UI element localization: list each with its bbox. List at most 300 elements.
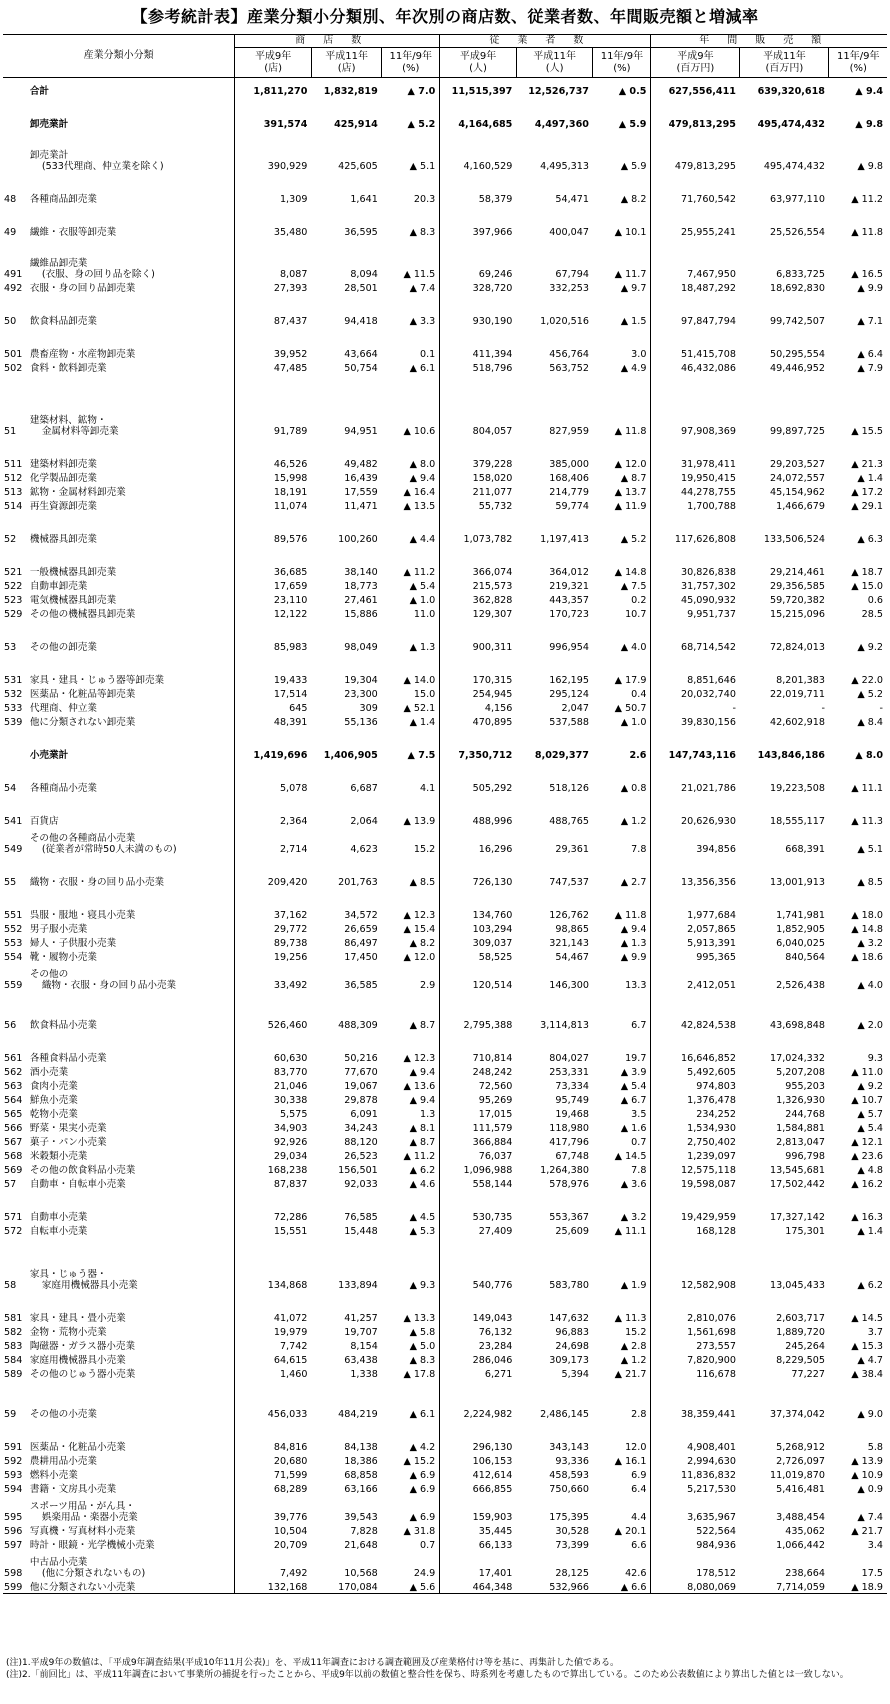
cell-value: 1,419,696	[235, 729, 312, 762]
cell-value: ▲ 1.2	[620, 816, 647, 828]
table-row	[3, 485, 887, 499]
cell-value: 1,977,684	[651, 889, 740, 922]
row-category	[28, 485, 235, 499]
cell-value: 7,828	[350, 1526, 378, 1538]
row-category-subname: 金属材料等卸売業	[41, 426, 119, 438]
cell-value: 645	[235, 701, 312, 715]
cell-value: 10,568	[344, 1568, 378, 1580]
row-category	[28, 593, 235, 607]
header-category: 産業分類小分類	[3, 35, 235, 78]
cell-value: 17,502,442	[770, 1179, 825, 1191]
row-category-name: 他に分類されない卸売業	[29, 717, 136, 729]
cell-value: 29,203,527	[770, 459, 825, 471]
cell-value: -	[879, 703, 883, 715]
cell-value: 974,803	[651, 1079, 740, 1093]
table-row	[3, 1238, 887, 1292]
row-code: 591	[4, 1442, 23, 1454]
row-category	[28, 964, 235, 992]
row-code	[3, 78, 28, 98]
page-title: 【参考統計表】産業分類小分類別、年次別の商店数、従業者数、年間販売額と増減率	[131, 7, 759, 26]
cell-value: 19,468	[555, 1109, 589, 1121]
table-row	[3, 1121, 887, 1135]
row-category-name: 各種商品卸売業	[29, 194, 97, 206]
cell-value: 2,064	[350, 816, 378, 828]
row-category	[28, 762, 235, 795]
cell-value: ▲ 5.1	[857, 844, 883, 856]
cell-value: 25,609	[555, 1226, 589, 1238]
row-code: 511	[4, 459, 23, 471]
cell-value: 309	[359, 703, 378, 715]
table-row	[3, 795, 887, 828]
cell-value: 2,057,865	[651, 922, 740, 936]
row-category-name: 野菜・果実小売業	[29, 1123, 107, 1135]
table-row	[3, 1538, 887, 1552]
cell-value: 286,046	[440, 1353, 517, 1367]
header-subcolumn-year: 平成11年	[325, 50, 368, 62]
cell-value: 996,954	[549, 642, 589, 654]
cell-value: 13,045,433	[770, 1280, 825, 1292]
cell-value: 2,364	[235, 795, 312, 828]
table-row	[3, 239, 887, 281]
row-category-subname: (従業者が常時50人未満のもの)	[41, 844, 177, 856]
cell-value: ▲ 3.2	[857, 938, 883, 950]
cell-value: 22,019,711	[770, 689, 825, 701]
cell-value: 20,032,740	[651, 687, 740, 701]
row-category-subname: (533代理商、仲立業を除く)	[41, 161, 164, 173]
cell-value: ▲ 11.9	[614, 501, 647, 513]
cell-value: ▲ 1.6	[620, 1123, 647, 1135]
cell-value: ▲ 14.5	[614, 1151, 647, 1163]
row-category	[28, 1065, 235, 1079]
row-category	[28, 1292, 235, 1325]
cell-value: 1,066,442	[776, 1540, 825, 1552]
row-category-name: 各種商品小売業	[29, 783, 97, 795]
cell-value: 170,084	[311, 1580, 381, 1594]
cell-value: 37,162	[235, 889, 312, 922]
row-category-name: 卸売業計	[29, 150, 69, 162]
row-category	[28, 654, 235, 687]
row-category	[28, 889, 235, 922]
table-row	[3, 1032, 887, 1065]
cell-value: 67,748	[555, 1151, 589, 1163]
cell-value: 11,074	[235, 499, 312, 513]
cell-value: 804,057	[440, 375, 517, 438]
row-category-name: 卸売業計	[29, 119, 69, 131]
cell-value: 55,732	[440, 499, 517, 513]
cell-value: 553,367	[549, 1212, 589, 1224]
cell-value: ▲ 5.0	[409, 1341, 436, 1353]
cell-value: 1,561,698	[651, 1325, 740, 1339]
row-category-name: 農耕用品小売業	[29, 1456, 97, 1468]
cell-value: 24.9	[413, 1568, 436, 1580]
cell-value: ▲ 22.0	[851, 675, 883, 687]
table-row	[3, 1381, 887, 1421]
cell-value: 710,814	[440, 1032, 517, 1065]
row-code: 513	[4, 487, 23, 499]
cell-value: ▲ 1.4	[857, 473, 883, 485]
cell-value: 518,126	[549, 783, 589, 795]
cell-value: 31,757,302	[651, 579, 740, 593]
row-code: 52	[4, 534, 17, 546]
cell-value: 4,497,360	[534, 119, 589, 131]
row-category	[28, 701, 235, 715]
cell-value: 178,512	[651, 1552, 740, 1580]
cell-value: 10,504	[235, 1524, 312, 1538]
cell-value: 1,534,930	[651, 1121, 740, 1135]
cell-value: 804,027	[549, 1053, 589, 1065]
cell-value: ▲ 10.7	[851, 1095, 883, 1107]
cell-value: 1,326,930	[776, 1095, 825, 1107]
row-category-name: 食肉小売業	[29, 1081, 78, 1093]
cell-value: ▲ 5.1	[409, 161, 436, 173]
table-row	[3, 499, 887, 513]
cell-value: ▲ 14.0	[403, 675, 436, 687]
cell-value: ▲ 17.9	[614, 675, 647, 687]
row-category-name: 金物・荒物小売業	[29, 1327, 107, 1339]
cell-value: 16,646,852	[651, 1032, 740, 1065]
cell-value: ▲ 11.3	[851, 816, 883, 828]
row-category-name: スポーツ用品・がん具・	[29, 1501, 135, 1513]
row-code: 553	[4, 938, 23, 950]
cell-value: ▲ 7.5	[620, 581, 647, 593]
table-row	[3, 1149, 887, 1163]
header-subcolumn-year: 平成9年	[677, 50, 714, 62]
row-category	[28, 328, 235, 361]
cell-value: 15,448	[344, 1226, 378, 1238]
cell-value: ▲ 9.4	[409, 473, 436, 485]
cell-value: ▲ 4.0	[620, 642, 647, 654]
cell-value: 29,878	[344, 1095, 378, 1107]
cell-value: 18,191	[235, 485, 312, 499]
cell-value: 5,217,530	[651, 1482, 740, 1496]
table-row	[3, 936, 887, 950]
header-group-stores: 商店数	[235, 35, 440, 48]
cell-value: 1,197,413	[540, 534, 589, 546]
cell-value: 8,080,069	[651, 1580, 740, 1594]
cell-value: 24,072,557	[770, 473, 825, 485]
row-code: 598	[4, 1568, 23, 1580]
row-category-name: 自転車小売業	[29, 1226, 88, 1238]
row-code: 569	[4, 1165, 23, 1177]
cell-value: ▲ 0.9	[857, 1484, 883, 1496]
cell-value: 13,356,356	[651, 856, 740, 889]
cell-value: ▲ 16.4	[403, 487, 436, 499]
cell-value: ▲ 8.0	[409, 459, 436, 471]
cell-value: 328,720	[440, 281, 517, 295]
cell-value: 106,153	[440, 1454, 517, 1468]
cell-value: ▲ 8.3	[409, 227, 436, 239]
cell-value: 6.4	[631, 1484, 647, 1496]
cell-value: 25,526,554	[770, 227, 825, 239]
cell-value: 2.6	[629, 750, 647, 762]
cell-value: 6,040,025	[776, 938, 825, 950]
header-subcolumn-unit: (店)	[264, 62, 283, 74]
row-category	[28, 1421, 235, 1454]
cell-value: 362,828	[440, 593, 517, 607]
row-code: 59	[4, 1409, 17, 1421]
cell-value: 83,770	[235, 1065, 312, 1079]
cell-value: 29,772	[235, 922, 312, 936]
cell-value: 2,726,097	[776, 1456, 825, 1468]
cell-value: 27,409	[440, 1224, 517, 1238]
cell-value: 23,284	[440, 1339, 517, 1353]
row-category	[28, 1468, 235, 1482]
cell-value: ▲ 10.6	[403, 426, 436, 438]
footnotes	[6, 1658, 886, 1681]
cell-value: 87,837	[235, 1177, 312, 1191]
row-category	[28, 992, 235, 1032]
row-category-name: 家庭用機械器具小売業	[29, 1355, 126, 1367]
cell-value: ▲ 8.3	[409, 1355, 436, 1367]
cell-value: ▲ 8.2	[409, 938, 436, 950]
row-code: 522	[4, 581, 23, 593]
row-category	[28, 546, 235, 579]
cell-value: ▲ 16.5	[851, 269, 883, 281]
row-code: 564	[4, 1095, 23, 1107]
cell-value: ▲ 8.7	[409, 1020, 436, 1032]
table-row	[3, 715, 887, 729]
cell-value: ▲ 13.5	[403, 501, 436, 513]
table-row	[3, 579, 887, 593]
cell-value: 72,560	[440, 1079, 517, 1093]
row-category	[28, 1580, 235, 1594]
row-category	[28, 131, 235, 173]
cell-value: 484,219	[338, 1409, 378, 1421]
cell-value: 5,394	[561, 1369, 589, 1381]
cell-value: 19,979	[235, 1325, 312, 1339]
cell-value: 995,365	[651, 950, 740, 964]
table-row	[3, 206, 887, 239]
row-category-name: 飲食料品小売業	[29, 1020, 97, 1032]
cell-value: 23,110	[235, 593, 312, 607]
cell-value: ▲ 14.5	[851, 1313, 883, 1325]
cell-value: 5,416,481	[776, 1484, 825, 1496]
cell-value: ▲ 10.1	[614, 227, 647, 239]
row-category-name: 鮮魚小売業	[29, 1095, 78, 1107]
cell-value: ▲ 1.9	[620, 1280, 647, 1292]
row-code: 514	[4, 501, 23, 513]
row-category-name: 医薬品・化粧品小売業	[29, 1442, 126, 1454]
row-category-name: 書籍・文房具小売業	[29, 1484, 117, 1496]
cell-value: 29,356,585	[770, 581, 825, 593]
cell-value: ▲ 11.2	[403, 1151, 436, 1163]
cell-value: 146,300	[549, 980, 589, 992]
cell-value: 30,826,838	[651, 546, 740, 579]
cell-value: ▲ 11.1	[851, 783, 883, 795]
cell-value: ▲ 16.2	[851, 1179, 883, 1191]
table-row	[3, 471, 887, 485]
header-subcolumn-year: 平成9年	[254, 50, 292, 62]
cell-value: 253,331	[549, 1067, 589, 1079]
table-row	[3, 1367, 887, 1381]
cell-value: 9,951,737	[651, 607, 740, 621]
cell-value: ▲ 1.0	[409, 595, 436, 607]
table-row	[3, 992, 887, 1032]
row-category-name: 織物・衣服・身の回り品小売業	[29, 877, 165, 889]
cell-value: ▲ 11.2	[851, 194, 883, 206]
header-subcolumn	[382, 48, 440, 78]
cell-value: 0.7	[420, 1540, 436, 1552]
cell-value: 1,641	[350, 194, 378, 206]
cell-value: 578,976	[549, 1179, 589, 1191]
cell-value: ▲ 3.3	[409, 316, 436, 328]
row-code: 566	[4, 1123, 23, 1135]
cell-value: ▲ 0.5	[618, 86, 647, 98]
table-row	[3, 1107, 887, 1121]
table-row	[3, 1065, 887, 1079]
cell-value: 7,467,950	[651, 239, 740, 281]
cell-value: 133,894	[338, 1280, 378, 1292]
cell-value: ▲ 9.8	[857, 161, 883, 173]
cell-value: 19,223,508	[770, 783, 825, 795]
cell-value: 54,467	[555, 952, 589, 964]
cell-value: 12,582,908	[651, 1238, 740, 1292]
row-category	[28, 922, 235, 936]
header-subcolumn	[593, 48, 651, 78]
table-row	[3, 687, 887, 701]
cell-value: 7.8	[631, 1165, 647, 1177]
row-category-name: 電気機械器具卸売業	[29, 595, 117, 607]
row-category-name: 陶磁器・ガラス器小売業	[29, 1341, 136, 1353]
header-subcolumn-unit: (%)	[613, 62, 631, 74]
row-category	[28, 1121, 235, 1135]
row-category	[28, 206, 235, 239]
cell-value: 425,914	[334, 119, 378, 131]
cell-value: 9.3	[867, 1053, 883, 1065]
cell-value: ▲ 9.7	[620, 283, 647, 295]
cell-value: 27,393	[235, 281, 312, 295]
cell-value: 11.0	[413, 609, 436, 621]
row-category-name: 家具・建具・じゅう器等卸売業	[29, 675, 165, 687]
cell-value: 12,575,118	[651, 1163, 740, 1177]
row-category-name: 鉱物・金属材料卸売業	[29, 487, 126, 499]
row-code: 492	[4, 283, 23, 295]
row-category	[28, 1454, 235, 1468]
cell-value: ▲ 8.2	[620, 194, 647, 206]
cell-value: 27,461	[344, 595, 378, 607]
cell-value: 332,253	[549, 283, 589, 295]
table-row	[3, 281, 887, 295]
cell-value: 5,207,208	[776, 1067, 825, 1079]
cell-value: -	[651, 701, 740, 715]
row-category-subname: 家庭用機械器具小売業	[41, 1280, 138, 1292]
row-category-name: 機械器具卸売業	[29, 534, 97, 546]
cell-value: 20.3	[413, 194, 436, 206]
cell-value: 68,858	[344, 1470, 378, 1482]
row-category-name: 自動車小売業	[29, 1212, 88, 1224]
cell-value: 0.1	[420, 349, 436, 361]
row-code: 523	[4, 595, 23, 607]
cell-value: 1,338	[350, 1369, 378, 1381]
cell-value: 97,847,794	[651, 295, 740, 328]
cell-value: 394,856	[651, 828, 740, 856]
cell-value: 26,659	[344, 924, 378, 936]
cell-value: 15.2	[625, 1327, 647, 1339]
row-category	[28, 173, 235, 206]
row-code: 521	[4, 567, 23, 579]
row-category	[28, 1524, 235, 1538]
table-row	[3, 856, 887, 889]
row-category-name: 靴・履物小売業	[29, 952, 97, 964]
cell-value: 2,412,051	[651, 964, 740, 992]
cell-value: 46,432,086	[651, 361, 740, 375]
table-row	[3, 654, 887, 687]
cell-value: 400,047	[549, 227, 589, 239]
cell-value: 132,168	[235, 1580, 312, 1594]
row-category	[28, 361, 235, 375]
table-row	[3, 78, 887, 98]
cell-value: 34,572	[344, 910, 378, 922]
cell-value: 219,321	[549, 581, 589, 593]
cell-value: 168,406	[549, 473, 589, 485]
row-category	[28, 295, 235, 328]
cell-value: 747,537	[549, 877, 589, 889]
cell-value: ▲ 13.6	[403, 1081, 436, 1093]
cell-value: 92,926	[235, 1135, 312, 1149]
cell-value: 94,951	[344, 426, 378, 438]
cell-value: 134,760	[440, 889, 517, 922]
cell-value: 39,543	[344, 1512, 378, 1524]
cell-value: 50,295,554	[770, 349, 825, 361]
cell-value: 39,776	[235, 1496, 312, 1524]
cell-value: 143,846,186	[757, 750, 825, 762]
cell-value: 558,144	[440, 1177, 517, 1191]
cell-value: ▲ 5.9	[620, 161, 647, 173]
cell-value: ▲ 11.1	[614, 1226, 647, 1238]
cell-value: 48,391	[235, 715, 312, 729]
row-code: 589	[4, 1369, 23, 1381]
row-category-name: 再生資源卸売業	[29, 501, 97, 513]
cell-value: 159,903	[440, 1496, 517, 1524]
cell-value: 97,908,369	[651, 375, 740, 438]
cell-value: 12,526,737	[528, 86, 589, 98]
cell-value: ▲ 11.7	[614, 269, 647, 281]
row-category-name: 代理商、仲立業	[29, 703, 97, 715]
row-category-name: 一般機械器具卸売業	[29, 567, 117, 579]
cell-value: 2,994,630	[651, 1454, 740, 1468]
cell-value: 7,492	[235, 1552, 312, 1580]
cell-value: 17.5	[861, 1568, 883, 1580]
cell-value: 583,780	[549, 1280, 589, 1292]
cell-value: 72,824,013	[770, 642, 825, 654]
cell-value: ▲ 12.0	[403, 952, 436, 964]
cell-value: ▲ 15.4	[403, 924, 436, 936]
cell-value: 49,446,952	[770, 363, 825, 375]
cell-value: ▲ 11.8	[614, 426, 647, 438]
cell-value: 19,429,959	[651, 1191, 740, 1224]
cell-value: 505,292	[440, 762, 517, 795]
cell-value: 366,884	[440, 1135, 517, 1149]
cell-value: ▲ 18.9	[829, 1580, 887, 1594]
cell-value: 488,765	[549, 816, 589, 828]
cell-value: ▲ 20.1	[614, 1526, 647, 1538]
cell-value: 3,635,967	[651, 1496, 740, 1524]
cell-value: ▲ 12.0	[614, 459, 647, 471]
header-subcolumn	[651, 48, 740, 78]
header-subcolumn-year: 平成9年	[459, 50, 497, 62]
table-row	[3, 701, 887, 715]
cell-value: 87,437	[235, 295, 312, 328]
row-category	[28, 795, 235, 828]
header-subcolumn	[311, 48, 381, 78]
cell-value: 147,743,116	[651, 729, 740, 762]
cell-value: 111,579	[440, 1121, 517, 1135]
cell-value: ▲ 18.7	[851, 567, 883, 579]
row-category	[28, 1482, 235, 1496]
cell-value: ▲ 17.8	[403, 1369, 436, 1381]
row-category-name: 写真機・写真材料小売業	[29, 1526, 136, 1538]
row-category-name: 自動車・自転車小売業	[29, 1179, 126, 1191]
